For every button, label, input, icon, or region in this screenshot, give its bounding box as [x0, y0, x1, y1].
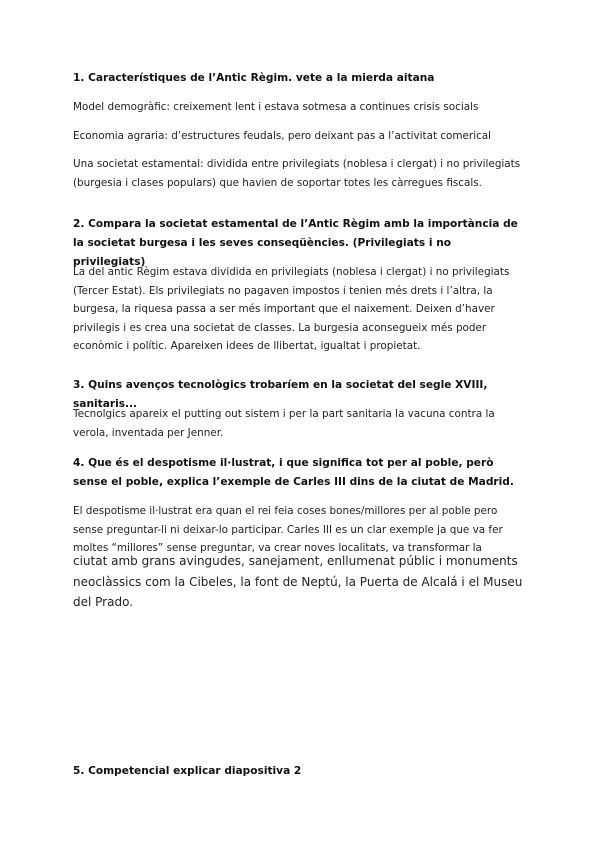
question-4-heading: 4. Que és el despotisme il·lustrat, i que significa tot per al poble, però sense el poble, explica l’exemple de Carles III dins de la ciutat de Madrid. — [73, 457, 514, 488]
q1-demographic-model: Model demogràfic: creixement lent i estava sotmesa a continues crisis socials — [73, 101, 479, 113]
question-2-answer: La del antic Règim estava dividida en privilegiats (noblesa i clergat) i no privilegiats (Tercer Estat). Els privilegiats no pagaven impostos i tenien més drets i l’altra, la burgesa, la riquesa passa a ser més important que el naixement. Deixen d’haver privilegis i es crea una societat de classes. La burgesia aconsegueix més poder econòmic i polític. Apareixen idees de llibertat, igualtat i propietat. — [73, 266, 510, 352]
q1-estate-society: Una societat estamental: dividida entre privilegiats (noblesa i clergat) i no privilegiats (burgesia i clases populars) que havien de soportar totes les càrregues fiscals. — [73, 158, 521, 189]
question-2-heading: 2. Compara la societat estamental de l’Antic Règim amb la importància de la societat burgesa i les seves conseqüències. (Privilegiats i no privilegiats) — [73, 218, 518, 268]
question-3-answer: Tecnolgics apareix el putting out sistem i per la part sanitaria la vacuna contra la verola, inventada per Jenner. — [73, 408, 495, 439]
q1-agrarian-economy: Economia agraria: d’estructures feudals, pero deixant pas a l’activitat comerical — [73, 130, 492, 142]
question-1-heading: 1. Característiques de l’Antic Règim. vete a la mierda aitana — [73, 72, 435, 84]
question-5-heading: 5. Competencial explicar diapositiva 2 — [73, 765, 302, 777]
question-4-answer-part-1: El despotisme il·lustrat era quan el rei feia coses bones/millores per al poble pero sense preguntar-li ni deixar-lo participar. Carles III es un clar exemple ja que va fer moltes “millores” sense preguntar, va crear noves localitats, va transformar la — [73, 505, 503, 554]
question-3-heading: 3. Quins avenços tecnològics trobaríem en la societat del segle XVIII, sanitaris... — [73, 379, 488, 410]
question-4-answer-part-2: ciutat amb grans avingudes, sanejament, enllumenat públic i monuments neoclàssics com la Cibeles, la font de Neptú, la Puerta de Alcalá i el Museu del Prado. — [73, 554, 523, 609]
